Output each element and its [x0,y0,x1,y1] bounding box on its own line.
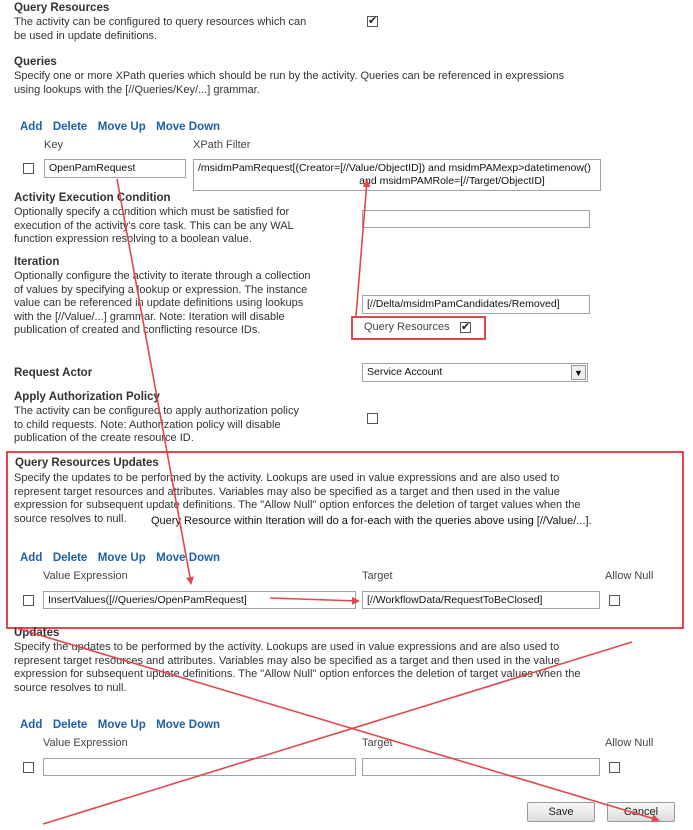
activity-execution-input[interactable] [362,210,590,228]
updates-value-input[interactable] [43,758,356,776]
queries-description: Specify one or more XPath queries which should be run by the activity. Queries can be referenced in expressions using lookups with the [//Queries/Key/...] grammar. [14,70,565,96]
request-actor-selected: Service Account [367,366,443,378]
query-resources-title: Query Resources [14,2,110,14]
iteration-query-resources-checkbox[interactable] [460,322,471,333]
qr-updates-value-input[interactable]: InsertValues([//Queries/OpenPamRequest] [43,591,356,609]
updates-row-checkbox[interactable] [23,762,34,773]
qr-updates-add-link[interactable]: Add [20,552,43,564]
updates-delete-link[interactable]: Delete [52,719,88,731]
save-button[interactable]: Save [527,802,595,822]
cancel-button[interactable]: Cancel [607,802,675,822]
query-key-input[interactable]: OpenPamRequest [44,159,186,178]
queries-title: Queries [14,56,57,68]
updates-add-link[interactable]: Add [20,719,43,731]
qr-updates-toolbar [20,548,220,566]
query-filter-input[interactable] [193,159,601,191]
iteration-title: Iteration [14,256,60,268]
iteration-input[interactable]: [//Delta/msidmPamCandidates/Removed] [362,295,590,314]
updates-col-null: Allow Null [605,737,654,749]
query-resources-checkbox[interactable] [367,16,378,27]
queries-toolbar [20,117,220,135]
request-actor-title: Request Actor [14,367,93,379]
qr-updates-col-value: Value Expression [43,570,128,582]
iteration-query-resources-label: Query Resources [364,321,450,333]
updates-move-up-link[interactable]: Move Up [97,719,146,731]
queries-col-key: Key [44,139,63,151]
qr-updates-move-down-link[interactable]: Move Down [156,552,221,564]
qr-updates-allow-null-checkbox[interactable] [609,595,620,606]
activity-execution-title: Activity Execution Condition [14,192,171,204]
qr-updates-note: Query Resource within Iteration will do a for-each with the queries above using [//Value/...]. [151,515,592,527]
updates-target-input[interactable] [362,758,600,776]
qr-updates-description: Specify the updates to be performed by the activity. Lookups are used in value expressions and are also used to represent target resources and attributes. Variables may also be specified as a target and then used in the value expression for subsequent update definitions. The "Allow Null" option enforces the deletion of target values when the source resolves to null. [14,472,581,525]
updates-move-down-link[interactable]: Move Down [156,719,221,731]
queries-move-down-link[interactable]: Move Down [156,121,221,133]
query-filter-line1: /msidmPamRequest[(Creator=[//Value/ObjectID]) and msidmPAMexp>datetimenow() [198,162,591,174]
updates-col-value: Value Expression [43,737,128,749]
updates-allow-null-checkbox[interactable] [609,762,620,773]
queries-delete-link[interactable]: Delete [52,121,88,133]
qr-updates-delete-link[interactable]: Delete [52,552,88,564]
chevron-down-icon[interactable]: ▼ [571,365,586,380]
request-actor-select[interactable] [362,363,588,382]
updates-col-target: Target [362,737,393,749]
apply-auth-title: Apply Authorization Policy [14,391,160,403]
queries-move-up-link[interactable]: Move Up [97,121,146,133]
activity-execution-description: Optionally specify a condition which must be satisfied for execution of the activity's core task. This can be any WAL function expression resolving to a boolean value. [14,206,294,245]
qr-updates-title: Query Resources Updates [15,457,159,469]
queries-row-checkbox[interactable] [23,163,34,174]
query-resources-description: The activity can be configured to query resources which can be used in update definitions. [14,16,307,42]
updates-toolbar [20,715,220,733]
iteration-description: Optionally configure the activity to iterate through a collection of values by specifying a lookup or expression. The instance value can be referenced in update definitions using lookups with the [//Value/...] grammar. Note: Iteration will disable publication of created and conflicting resource IDs. [14,270,311,336]
queries-col-filter: XPath Filter [193,139,251,151]
queries-add-link[interactable]: Add [20,121,43,133]
updates-title: Updates [14,627,60,639]
apply-auth-checkbox[interactable] [367,413,378,424]
apply-auth-description: The activity can be configured to apply authorization policy to child requests. Note: Authorization policy will disable publication of the create resource ID. [14,405,299,444]
qr-updates-row-checkbox[interactable] [23,595,34,606]
qr-updates-move-up-link[interactable]: Move Up [97,552,146,564]
qr-updates-col-null: Allow Null [605,570,654,582]
query-filter-line2: and msidmPAMRole=[//Target/ObjectID] [359,175,545,187]
qr-updates-target-input[interactable]: [//WorkflowData/RequestToBeClosed] [362,591,600,609]
qr-updates-col-target: Target [362,570,393,582]
updates-description: Specify the updates to be performed by the activity. Lookups are used in value expressions and are also used to represent target resources and attributes. Variables may also be specified as a target and then used in the value expression for subsequent update definitions. The "Allow Null" option enforces the deletion of target values when the source resolves to null. [14,641,581,694]
